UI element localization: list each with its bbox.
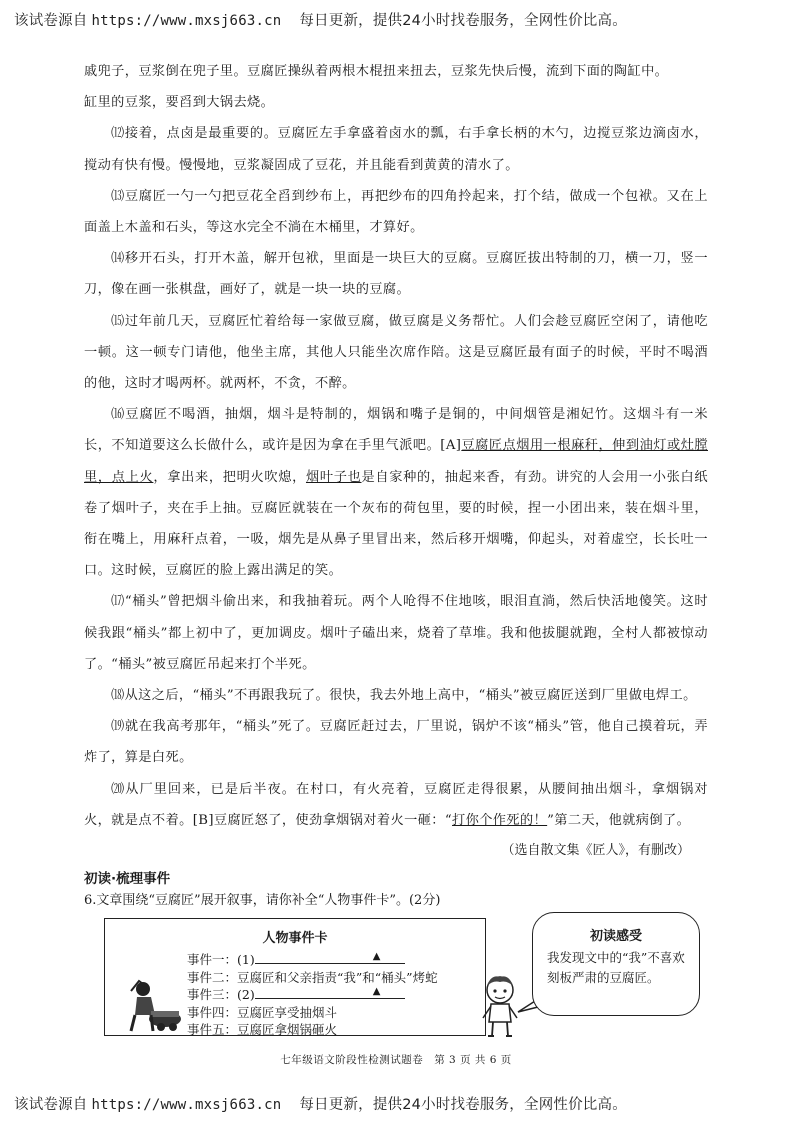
event-5 — [187, 1021, 438, 1039]
paragraph-18: ⒅从这之后，“桶头”不再跟我玩了。很快，我去外地上高中，“桶头”被豆腐匠送到厂里做电焊工。 — [111, 688, 697, 704]
banner-url[interactable]: https://www.mxsj663.cn — [91, 1097, 282, 1113]
passage-intro-line1: 戚兜子，豆浆倒在兜子里。豆腐匠操纵着两根木棍扭来扭去，豆浆先快后慢，流到下面的陶缸中。 — [84, 64, 669, 79]
paragraph-14: ⒁移开石头，打开木盖，解开包袱，里面是一块巨大的豆腐。豆腐匠拔出特制的刀，横一刀，竖一刀，像在画一张棋盘，画好了，就是一块一块的豆腐。 — [84, 251, 708, 298]
event-1-text: (1) — [237, 952, 255, 968]
passage-intro-line2: 缸里的豆浆，要舀到大锅去烧。 — [84, 95, 275, 111]
banner-message: 每日更新，提供24小时找卷服务，全网性价比高。 — [299, 13, 627, 29]
event-3 — [187, 986, 438, 1004]
question-6-figure — [84, 916, 708, 1046]
triangle-marker-icon: ▲ — [372, 986, 381, 998]
banner-site: 该试卷源自 — [14, 1097, 88, 1113]
event-4-label: 事件四： — [187, 1004, 238, 1020]
section-title: 初读·梳理事件 — [84, 871, 171, 888]
reading-feeling-bubble — [532, 912, 700, 1016]
paragraph-17: ⒄“桶头”曾把烟斗偷出来，和我抽着玩。两个人呛得不住地咳，眼泪直淌，然后快活地傻笑。这时候我跟“桶头”都上初中了，更加调皮。烟叶子磕出来，烧着了草堆。我和他拔腿就跑，全村人都被惊动了。“桶头”被豆腐匠吊起来打个半死。 — [84, 594, 708, 672]
event-3-blank[interactable] — [255, 986, 405, 999]
paragraph-15: ⒂过年前几天，豆腐匠忙着给每一家做豆腐，做豆腐是义务帮忙。人们会趁豆腐匠空闲了，请他吃一顿。这一顿专门请他，他坐主席，其他人只能坐次席作陪。这是豆腐匠最有面子的时候，平时不喝酒的他，这时才喝两杯。就两杯，不贪，不醉。 — [84, 313, 708, 392]
event-1-label: 事件一： — [187, 952, 238, 968]
event-4-text: 豆腐匠享受抽烟斗 — [237, 1004, 338, 1020]
bubble-title: 初读感受 — [589, 929, 642, 945]
banner-url[interactable]: https://www.mxsj663.cn — [91, 13, 282, 29]
event-1-blank[interactable] — [255, 951, 405, 964]
paragraph-13: ⒀豆腐匠一勺一勺把豆花全舀到纱布上，再把纱布的四角拎起来，打个结，做成一个包袱。又在上面盖上木盖和石头，等这水完全不淌在木桶里，才算好。 — [84, 188, 708, 236]
event-card — [104, 918, 486, 1036]
banner-site: 该试卷源自 — [14, 13, 88, 29]
event-1 — [187, 951, 438, 969]
underlined-quote-b: 打你个作死的！ — [452, 812, 548, 828]
passage-source: （选自散文集《匠人》，有删改） — [501, 843, 690, 859]
student-cartoon-icon — [479, 974, 521, 1040]
event-card-title: 人物事件卡 — [262, 931, 328, 947]
paragraph-16-part-a: ⒃豆腐匠不喝酒，抽烟，烟斗是特制的，烟锅和嘴子是铜的，中间烟管是湘妃竹。这烟斗有一米长，不知道要这么长做什么，或许是因为拿在手里气派吧。[A] — [84, 407, 708, 454]
event-2-text: 豆腐匠和父亲指责“我”和“桶头”烤蛇 — [237, 969, 438, 985]
paragraph-20-part-a: ⒇从厂里回来，已是后半夜。在村口，有火亮着，豆腐匠走得很累，从腰间抽出烟斗，拿烟锅对火，就是点不着。[B]豆腐匠怒了，使劲拿烟锅对着火一砸：“ — [84, 781, 708, 828]
event-3-label: 事件三： — [187, 987, 238, 1003]
paragraph-19: ⒆就在我高考那年，“桶头”死了。豆腐匠赶过去，厂里说，锅炉不该“桶头”管，他自己摸着玩，弄炸了，算是白死。 — [84, 719, 708, 766]
event-5-text: 豆腐匠拿烟锅砸火 — [237, 1022, 338, 1038]
triangle-marker-icon: ▲ — [372, 951, 381, 963]
event-2 — [187, 969, 438, 987]
underlined-sentence-a: 豆腐匠点烟用一根麻秆，伸到油灯或灶膛里，点上火 — [84, 438, 708, 485]
banner-message: 每日更新，提供24小时找卷服务，全网性价比高。 — [299, 1097, 627, 1113]
event-2-label: 事件二： — [187, 969, 238, 985]
page-footer: 七年级语文阶段性检测试题卷 第 3 页 共 6 页 — [280, 1054, 512, 1067]
tofu-maker-illustration-icon — [127, 975, 187, 1035]
top-banner — [14, 9, 627, 30]
question-6: 6.文章围绕“豆腐匠”展开叙事，请你补全“人物事件卡”。(2分) — [84, 893, 441, 909]
exam-page-content — [84, 56, 708, 1067]
paragraph-12: ⑿接着，点卤是最重要的。豆腐匠左手拿盛着卤水的瓢，右手拿长柄的木勺，边搅豆浆边滴卤水，搅动有快有慢。慢慢地，豆浆凝固成了豆花，并且能看到黄黄的清水了。 — [84, 126, 708, 173]
event-4 — [187, 1004, 438, 1022]
paragraph-20-part-b: ”第二天，他就病倒了。 — [547, 812, 691, 828]
paragraph-20 — [84, 774, 708, 836]
event-list — [187, 951, 438, 1039]
event-5-label: 事件五： — [187, 1022, 238, 1038]
paragraph-16-part-c: 是自家种的，抽起来香，有劲。讲究的人会用一小张白纸卷了烟叶子，夹在手上抽。豆腐匠就装在一个灰布的荷包里，要的时候，捏一小团出来，装在烟斗里，衔在嘴上，用麻秆点着，一吸，烟先是从鼻子里冒出来，然后移开烟嘴，仰起头，对着虚空，长长吐一口。这时候，豆腐匠的脸上露出满足的笑。 — [84, 469, 709, 579]
bubble-text: 我发现文中的“我”不喜欢刻板严肃的豆腐匠。 — [547, 950, 685, 986]
event-3-text: (2) — [237, 987, 255, 1003]
bottom-banner — [14, 1093, 627, 1114]
paragraph-16 — [84, 399, 708, 586]
underlined-word-yanyezi: 烟叶子也 — [305, 469, 362, 485]
paragraph-16-part-b: ，拿出来，把明火吹熄， — [153, 469, 306, 485]
